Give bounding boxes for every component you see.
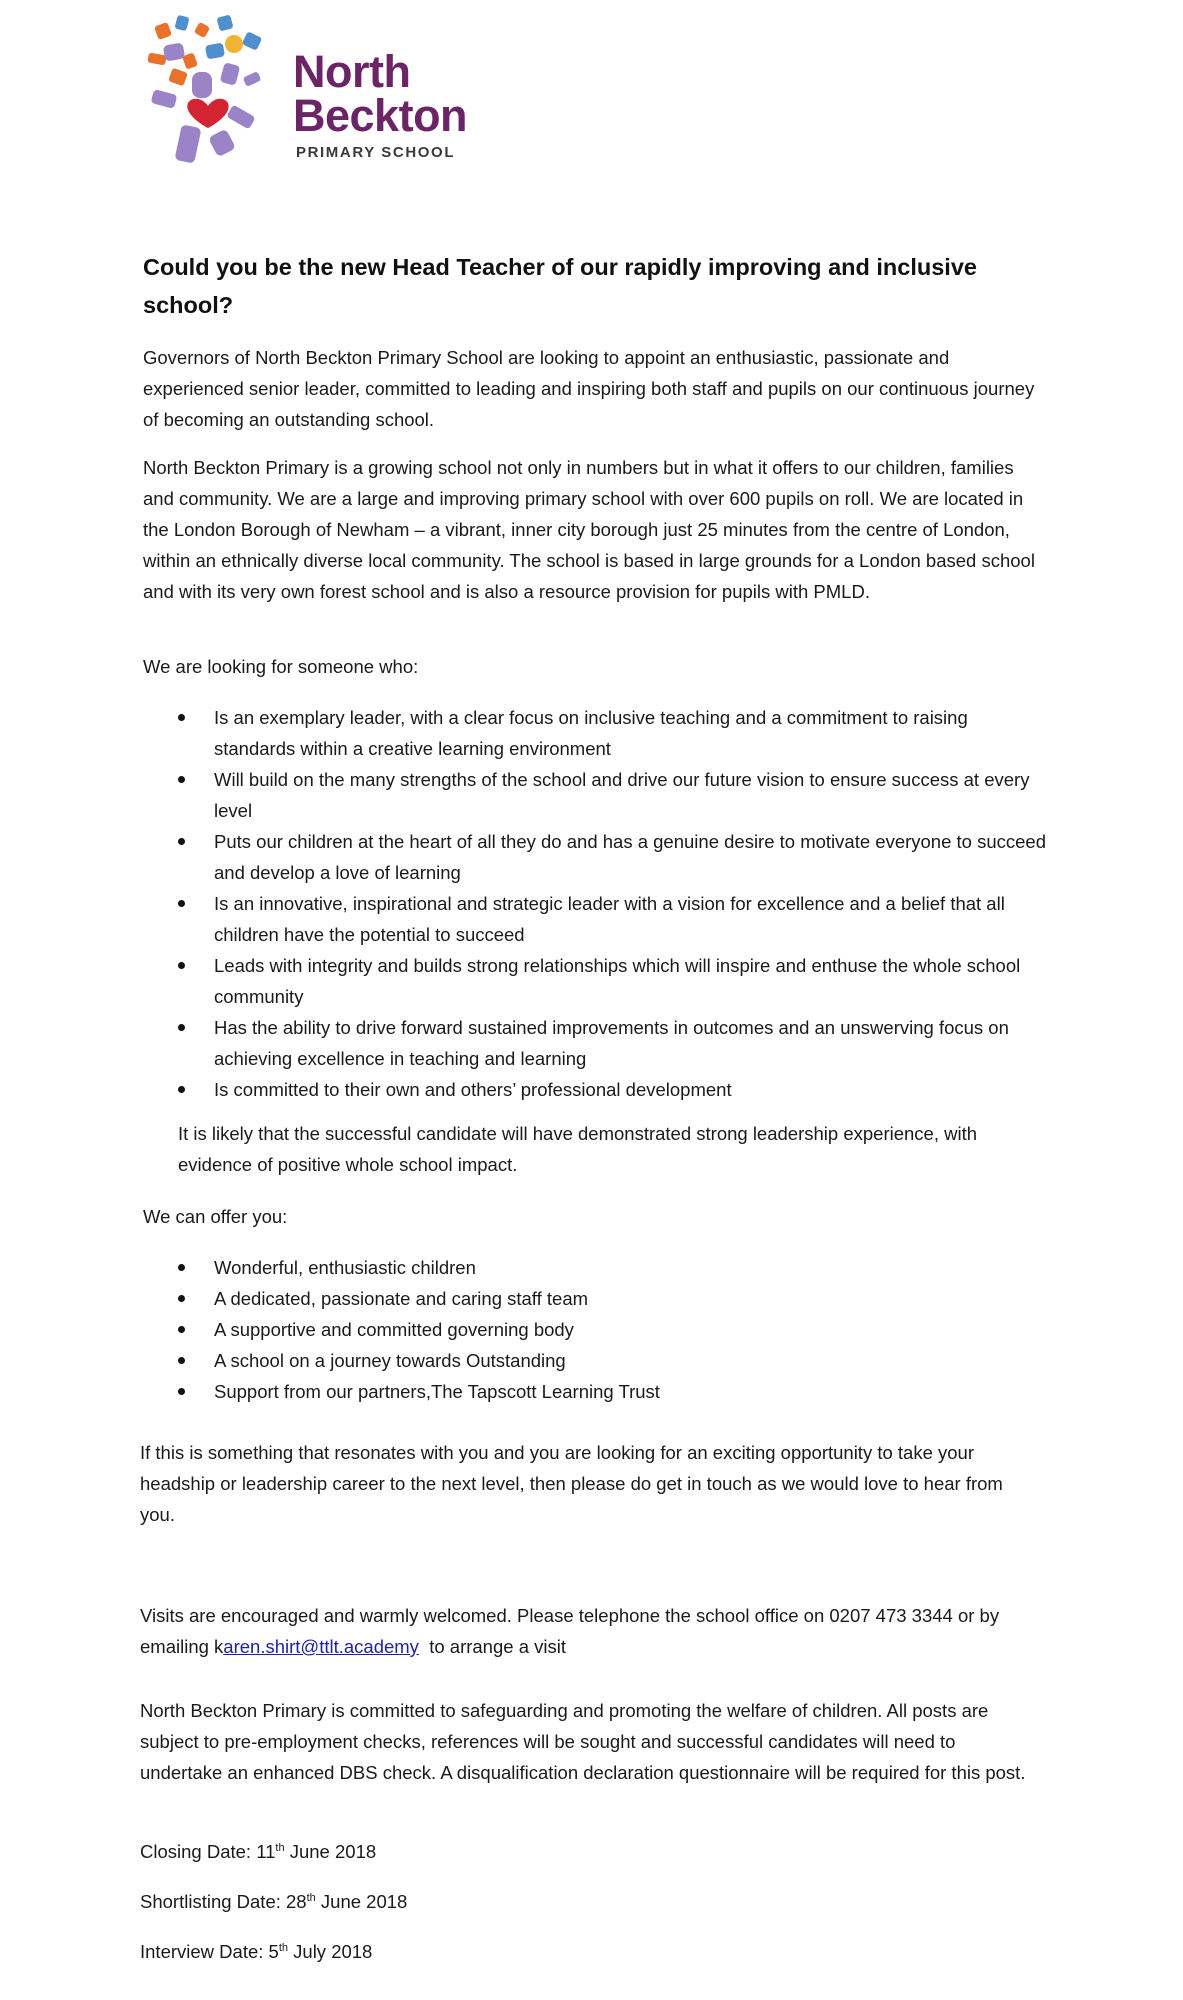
offer-intro: We can offer you: — [143, 1206, 288, 1227]
logo-school-name — [293, 46, 468, 141]
logo-mark-icon — [148, 14, 298, 174]
shortlisting-date-sup: th — [306, 1891, 316, 1904]
list-item: Has the ability to drive forward sustained improvements in outcomes and an unswerving focus on achieving excellence in teaching and learning — [178, 1012, 1048, 1074]
logo-subtitle: PRIMARY SCHOOL — [296, 144, 456, 161]
logo-name-line1: North — [293, 46, 411, 97]
offer-list — [178, 1252, 1048, 1407]
safeguarding-paragraph: North Beckton Primary is committed to safeguarding and promoting the welfare of children. All posts are subject to pre-employment checks, references will be sought and successful candidates will need to undertake an enhanced DBS check. A disqualification declaration questionnaire will be required for this post. — [140, 1700, 1026, 1783]
shortlisting-date-rest: June 2018 — [315, 1891, 408, 1912]
interview-date-sup: th — [278, 1941, 289, 1954]
list-item: A dedicated, passionate and caring staff team — [178, 1283, 1048, 1314]
school-logo — [148, 14, 488, 174]
interview-date-rest: July 2018 — [288, 1941, 373, 1962]
logo-name-line2: Beckton — [293, 90, 468, 141]
closing-pitch-paragraph: If this is something that resonates with you and you are looking for an exciting opportunity to take your headship or leadership career to the next level, then please do get in touch as we would love to hear from you. — [140, 1442, 1003, 1525]
list-item: Is committed to their own and others’ professional development — [178, 1074, 1048, 1105]
shortlisting-date-label: Shortlisting Date: 28 — [140, 1891, 307, 1912]
closing-date — [140, 1836, 376, 1867]
list-item: Is an innovative, inspirational and strategic leader with a vision for excellence and a belief that all children have the potential to succeed — [178, 888, 1048, 950]
contact-email-link[interactable]: aren.shirt@ttlt.academy — [223, 1636, 419, 1657]
list-item: Will build on the many strengths of the school and drive our future vision to ensure success at every level — [178, 764, 1048, 826]
closing-date-label: Closing Date: 11 — [140, 1841, 276, 1862]
visits-paragraph — [140, 1600, 1040, 1662]
list-item: Puts our children at the heart of all they do and has a genuine desire to motivate everyone to succeed and develop a love of learning — [178, 826, 1048, 888]
list-item: Wonderful, enthusiastic children — [178, 1252, 1048, 1283]
page-title: Could you be the new Head Teacher of our rapidly improving and inclusive school? — [143, 254, 977, 318]
interview-date-label: Interview Date: 5 — [140, 1941, 279, 1962]
looking-for-intro: We are looking for someone who: — [143, 656, 419, 677]
list-item: Support from our partners,The Tapscott Learning Trust — [178, 1376, 1048, 1407]
looking-for-list — [178, 702, 1048, 1105]
visits-text-after: to arrange a visit — [418, 1636, 566, 1657]
list-item: A school on a journey towards Outstanding — [178, 1345, 1048, 1376]
interview-date — [140, 1936, 372, 1967]
list-item: Leads with integrity and builds strong relationships which will inspire and enthuse the whole school community — [178, 950, 1048, 1012]
experience-note: It is likely that the successful candidate will have demonstrated strong leadership experience, with evidence of positive whole school impact. — [178, 1123, 978, 1175]
closing-date-rest: June 2018 — [284, 1841, 377, 1862]
about-paragraph: North Beckton Primary is a growing school not only in numbers but in what it offers to our children, families and community. We are a large and improving primary school with over 600 pupils on roll. We are located in the London Borough of Newham – a vibrant, inner city borough just 25 minutes from the centre of London, within an ethnically diverse local community. The school is based in large grounds for a London based school and with its very own forest school and is also a resource provision for pupils with PMLD. — [143, 457, 1035, 602]
shortlisting-date — [140, 1886, 407, 1917]
visits-text-before: Visits are encouraged and warmly welcomed. Please telephone the school office on 0207 473 3344 or by emailing k — [140, 1605, 1000, 1657]
list-item: Is an exemplary leader, with a clear focus on inclusive teaching and a commitment to raising standards within a creative learning environment — [178, 702, 1048, 764]
intro-paragraph: Governors of North Beckton Primary School are looking to appoint an enthusiastic, passionate and experienced senior leader, committed to leading and inspiring both staff and pupils on our continuous journey of becoming an outstanding school. — [143, 347, 1035, 430]
list-item: A supportive and committed governing body — [178, 1314, 1048, 1345]
closing-date-sup: th — [275, 1841, 285, 1854]
